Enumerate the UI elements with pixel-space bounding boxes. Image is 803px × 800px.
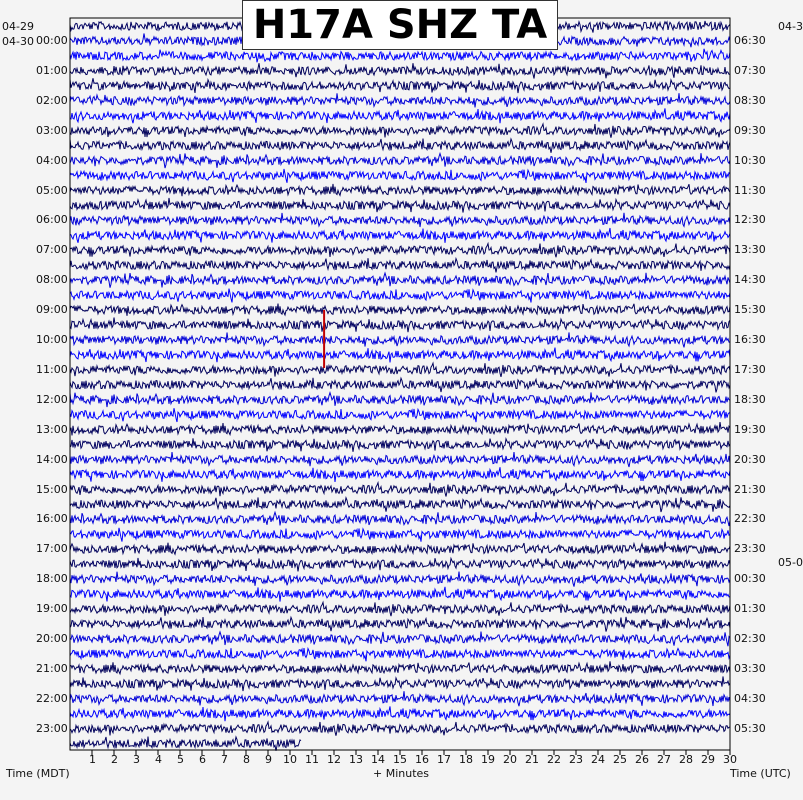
trace-line [70,676,730,691]
right-hour-label: 23:30 [734,542,766,556]
trace-line [70,632,730,647]
trace-line [70,124,730,138]
x-tick-label: 1 [89,753,96,766]
right-hour-label: 12:30 [734,213,766,227]
right-hour-label: 13:30 [734,243,766,257]
x-tick-label: 16 [415,753,429,766]
x-tick-label: 4 [155,753,162,766]
trace-line [70,332,730,347]
right-date-change: 05-0 [778,556,803,569]
x-tick-label: 21 [525,753,539,766]
right-hour-label: 18:30 [734,392,766,406]
x-tick-label: 25 [613,753,627,766]
x-tick-label: 29 [701,753,715,766]
left-hour-label: 14:00 [36,452,68,466]
right-hour-label: 03:30 [734,661,766,675]
trace-line [70,602,730,616]
x-tick-label: 26 [635,753,649,766]
left-hour-label: 12:00 [36,392,68,406]
x-tick-label: 14 [371,753,385,766]
right-hour-label: 09:30 [734,123,766,137]
trace-line [70,706,730,721]
trace-line [70,198,730,213]
trace-line [70,348,730,363]
right-hour-label: 00:30 [734,572,766,586]
left-hour-label: 09:00 [36,303,68,317]
x-tick-label: 2 [111,753,118,766]
left-hour-label: 05:00 [36,183,68,197]
left-hour-label: 03:00 [36,123,68,137]
x-tick-label: 27 [657,753,671,766]
left-hour-label: 16:00 [36,512,68,526]
trace-line [70,617,730,632]
trace-line [70,467,730,482]
trace-line [70,661,730,674]
x-tick-label: 7 [221,753,228,766]
trace-line [70,213,730,227]
x-tick-label: 30 [723,753,737,766]
trace-line [70,318,730,333]
left-hour-label: 21:00 [36,661,68,675]
left-hour-label: 18:00 [36,572,68,586]
trace-line [70,184,730,196]
x-tick-label: 9 [265,753,272,766]
left-hour-label: 15:00 [36,482,68,496]
trace-line [70,244,730,258]
x-tick-label: 5 [177,753,184,766]
right-hour-label: 19:30 [734,422,766,436]
left-hour-label: 13:00 [36,422,68,436]
x-tick-label: 28 [679,753,693,766]
trace-line [70,722,730,736]
trace-line [70,512,730,526]
left-hour-label: 11:00 [36,362,68,376]
left-date-top: 04-29 [2,20,34,33]
left-hour-label: 22:00 [36,691,68,705]
left-hour-label: 23:00 [36,721,68,735]
trace-line [70,587,730,602]
left-hour-label: 08:00 [36,273,68,287]
x-tick-label: 15 [393,753,407,766]
right-hour-label: 16:30 [734,333,766,346]
x-tick-label: 24 [591,753,605,766]
right-axis-label: Time (UTC) [730,767,791,780]
trace-line [70,304,730,316]
trace-line [70,422,730,435]
x-tick-label: 12 [327,753,341,766]
left-hour-label: 00:00 [36,34,68,47]
left-hour-label: 17:00 [36,542,68,556]
trace-line [70,139,730,153]
left-hour-label: 01:00 [36,63,68,77]
trace-line [70,392,730,407]
trace-line [70,169,730,183]
x-tick-label: 6 [199,753,206,766]
trace-lines [70,19,730,751]
right-hour-label: 07:30 [734,63,766,77]
left-hour-label: 02:00 [36,93,68,107]
trace-line [70,558,730,572]
x-tick-label: 18 [459,753,473,766]
x-tick-label: 19 [481,753,495,766]
trace-line [70,363,730,377]
trace-line [70,63,730,78]
trace-line [70,108,730,123]
trace-line [70,483,730,497]
x-tick-label: 20 [503,753,517,766]
trace-line [70,228,730,243]
x-tick-label: 11 [305,753,319,766]
trace-line [70,452,730,467]
trace-line [70,289,730,303]
trace-line [70,273,730,288]
right-hour-label: 22:30 [734,512,766,526]
left-hour-label: 19:00 [36,602,68,616]
x-tick-label: 8 [243,753,250,766]
left-hour-label: 20:00 [36,632,68,645]
left-hour-label: 06:00 [36,213,68,227]
left-date-start: 04-30 [2,35,34,48]
trace-line [70,737,301,751]
x-tick-label: 3 [133,753,140,766]
right-hour-label: 17:30 [734,362,766,376]
trace-line [70,648,730,661]
right-date-top: 04-3 [778,20,803,33]
trace-line [70,497,730,512]
trace-line [70,528,730,542]
right-hour-label: 06:30 [734,34,766,47]
chart-title: H17A SHZ TA [242,0,558,50]
trace-line [70,93,730,107]
trace-line [70,542,730,555]
x-tick-label: 22 [547,753,561,766]
trace-line [70,408,730,422]
x-tick-label: 23 [569,753,583,766]
left-hour-label: 10:00 [36,333,68,346]
trace-line [70,691,730,706]
right-hour-label: 10:30 [734,153,766,167]
right-hour-label: 20:30 [734,452,766,466]
trace-line [70,78,730,93]
right-hour-label: 02:30 [734,632,766,645]
trace-line [70,438,730,452]
left-axis-label: Time (MDT) [6,767,70,780]
trace-line [70,153,730,168]
trace-line [70,258,730,272]
right-hour-label: 08:30 [734,93,766,107]
right-hour-label: 05:30 [734,721,766,735]
right-hour-label: 21:30 [734,482,766,496]
x-axis-label: + Minutes [373,767,430,780]
x-tick-label: 17 [437,753,451,766]
right-hour-label: 04:30 [734,691,766,705]
trace-line [70,49,730,63]
right-hour-label: 01:30 [734,602,766,616]
x-tick-label: 10 [283,753,297,766]
x-tick-label: 13 [349,753,363,766]
trace-line [70,378,730,393]
right-hour-label: 14:30 [734,273,766,287]
left-hour-label: 07:00 [36,243,68,257]
right-hour-label: 11:30 [734,183,766,197]
trace-line [70,572,730,587]
right-hour-label: 15:30 [734,303,766,317]
left-hour-label: 04:00 [36,153,68,167]
